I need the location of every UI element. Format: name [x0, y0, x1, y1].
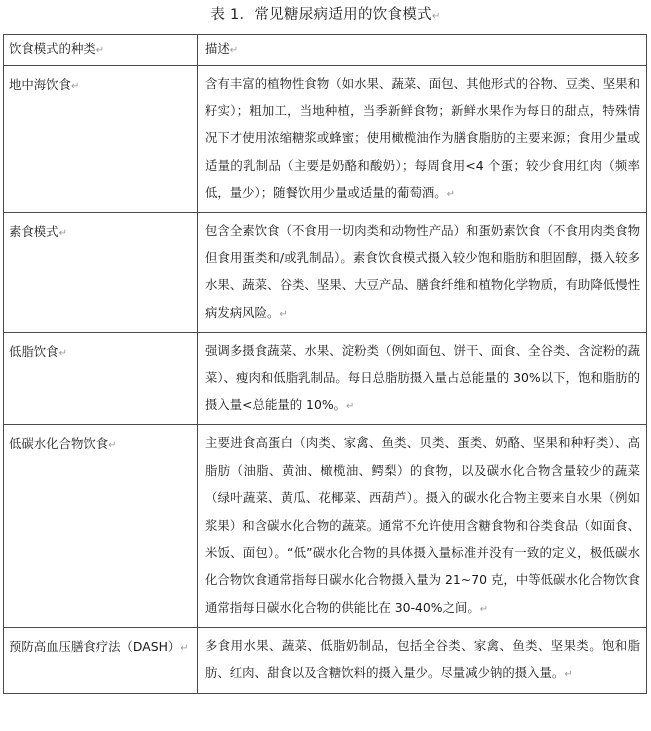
header-type-label: 饮食模式的种类	[9, 41, 96, 56]
diet-name: 地中海饮食	[9, 77, 71, 92]
cell-mark-icon: ↵	[70, 81, 80, 92]
paragraph-mark-icon: ↵	[431, 11, 441, 22]
diet-name-cell	[4, 332, 198, 425]
diet-description: 主要进食高蛋白（肉类、家禽、鱼类、贝类、蛋类、奶酪、坚果和种籽类）、高脂肪（油脂、黄油、橄榄油、鳄梨）的食物，以及碳水化合物含量较少的蔬菜（绿叶蔬菜、黄瓜、花椰菜、西葫芦）。摄入的碳水化合物主要来自水果（例如浆果）和含碳水化合物的蔬菜。通常不允许使用含糖食物和谷类食品（如面食、米饭、面包）。“低”碳水化合物的具体摄入量标准并没有一致的定义，极低碳水化合物饮食通常指每日碳水化合物摄入量为 21~70 克，中等低碳水化合物饮食通常指每日碳水化合物的供能比在 30-40%之间。	[205, 435, 640, 615]
cell-mark-icon: ↵	[229, 45, 239, 56]
table-row	[4, 628, 647, 693]
header-cell-desc	[198, 35, 647, 66]
diet-desc-cell	[198, 332, 647, 425]
cell-mark-icon: ↵	[346, 401, 355, 413]
diet-desc-cell	[198, 425, 647, 628]
diet-name-cell	[4, 628, 198, 693]
diet-name: 素食模式	[9, 224, 59, 240]
cell-mark-icon: ↵	[58, 228, 67, 240]
diet-description: 多食用水果、蔬菜、低脂奶制品，包括全谷类、家禽、鱼类、坚果类。饱和脂肪、红肉、甜食以及含糖饮料的摄入量少。尽量减少钠的摄入量。	[205, 638, 640, 681]
diet-pattern-table	[3, 34, 647, 694]
cell-mark-icon: ↵	[446, 188, 456, 200]
diet-name: 低碳水化合物饮食	[9, 436, 109, 452]
diet-desc-cell	[198, 628, 647, 693]
diet-description: 强调多摄食蔬菜、水果、淀粉类（例如面包、饼干、面食、全谷类、含淀粉的蔬菜）、瘦肉和低脂乳制品。每日总脂肪摄入量占总能量的 30%以下，饱和脂肪的摄入量<总能量的 10%。	[205, 342, 640, 413]
diet-name: 预防高血压膳食疗法（DASH）	[9, 639, 181, 655]
table-caption	[0, 3, 651, 27]
header-cell-type	[4, 35, 198, 66]
table-caption-text: 表 1．常见糖尿病适用的饮食模式	[210, 7, 432, 23]
table-row	[4, 332, 647, 425]
cell-mark-icon: ↵	[108, 440, 117, 452]
cell-mark-icon: ↵	[95, 45, 105, 56]
diet-name: 低脂饮食	[9, 343, 59, 359]
diet-description: 含有丰富的植物性食物（如水果、蔬菜、面包、其他形式的谷物、豆类、坚果和籽实）；粗加工，当地种植，当季新鲜食物；新鲜水果作为每日的甜点，特殊情况下才使用浓缩糖浆或蜂蜜；使用橄榄油作为膳食脂肪的主要来源；食用少量或适量的乳制品（主要是奶酪和酸奶）；每周食用<4 个蛋；较少食用红肉（频率低，量少）；随餐饮用少量或适量的葡萄酒。	[205, 76, 640, 200]
table-row	[4, 66, 647, 213]
table-header-row	[4, 35, 647, 66]
cell-mark-icon: ↵	[479, 603, 489, 615]
table-row	[4, 425, 647, 628]
diet-description: 包含全素饮食（不食用一切肉类和动物性产品）和蛋奶素饮食（不食用肉类食物但食用蛋类和/或乳制品）。素食饮食模式摄入较少饱和脂肪和胆固醇，摄入较多水果、蔬菜、谷类、坚果、大豆产品、膳食纤维和植物化学物质，有助降低慢性病发病风险。	[205, 223, 640, 320]
cell-mark-icon: ↵	[564, 669, 573, 681]
diet-name-cell	[4, 213, 198, 333]
header-desc-label: 描述	[205, 41, 230, 56]
cell-mark-icon: ↵	[58, 347, 67, 359]
diet-desc-cell	[198, 66, 647, 213]
cell-mark-icon: ↵	[279, 308, 288, 320]
diet-name-cell	[4, 66, 198, 213]
diet-desc-cell	[198, 213, 647, 333]
table-row	[4, 213, 647, 333]
cell-mark-icon: ↵	[180, 643, 189, 655]
diet-name-cell	[4, 425, 198, 628]
